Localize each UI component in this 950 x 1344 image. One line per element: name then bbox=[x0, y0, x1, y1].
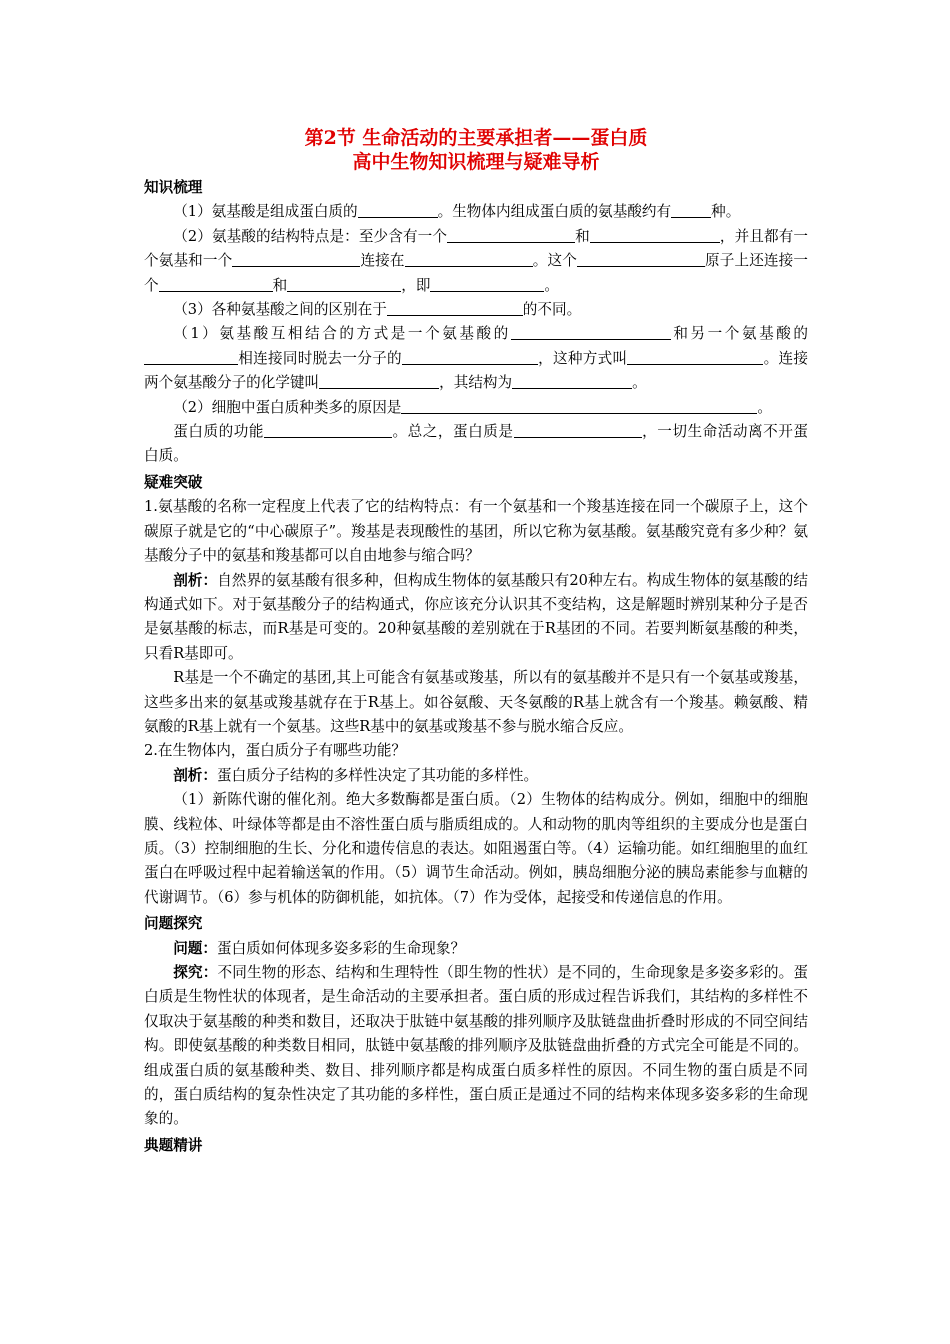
analysis-2-continued: （1）新陈代谢的催化剂。绝大多数酶都是蛋白质。（2）生物体的结构成分。例如，细胞中的细胞膜、线粒体、叶绿体等都是由不溶性蛋白质与脂质组成的。人和动物的肌肉等组织的主要成分也是蛋白质。（3）控制细胞的生长、分化和遗传信息的表达。如阻遏蛋白等。（4）运输功能。如红细胞里的血红蛋白在呼吸过程中起着输送氧的作用。（5）调节生命活动。例如，胰岛细胞分泌的胰岛素能参与血糖的代谢调节。（6）参与机体的防御机能，如抗体。（7）作为受体，起接受和传递信息的作用。 bbox=[144, 791, 808, 906]
knowledge-item-3: （3）各种氨基酸之间的区别在于 的不同。 bbox=[173, 301, 582, 319]
knowledge-item-6: 蛋白质的功能 。总之，蛋白质是 ，一切生命活动离不开蛋白质。 bbox=[144, 423, 808, 465]
section-heading-knowledge: 知识梳理 bbox=[144, 179, 203, 196]
knowledge-item-1: （1）氨基酸是组成蛋白质的 。生物体内组成蛋白质的氨基酸约有 种。 bbox=[173, 203, 741, 221]
document-page bbox=[144, 126, 808, 1158]
section-heading-difficulties: 疑难突破 bbox=[144, 473, 203, 491]
question-2: 2.在生物体内，蛋白质分子有哪些功能？ bbox=[144, 742, 407, 760]
analysis-1: 剖析：自然界的氨基酸有很多种，但构成生物体的氨基酸只有20种左右。构成生物体的氨基酸的结构通式如下。对于氨基酸分子的结构通式，你应该充分认识其不变结构，这是解题时辨别某种分子是否是氨基酸的标志，而R基是可变的。20种氨基酸的差别就在于R基团的不同。若要判断氨基酸的种类，只看R基即可。 bbox=[144, 571, 808, 662]
title-line-2: 高中生物知识梳理与疑难导析 bbox=[352, 151, 600, 173]
knowledge-item-4: （1）氨基酸互相结合的方式是一个氨基酸的 和另一个氨基酸的相连接同时脱去一分子的 ，这种方式叫 。连接两个氨基酸分子的化学键叫 ，其结构为 。 bbox=[144, 325, 808, 392]
analysis-1-continued: R基是一个不确定的基团,其上可能含有氨基或羧基，所以有的氨基酸并不是只有一个氨基或羧基，这些多出来的氨基或羧基就存在于R基上。如谷氨酸、天冬氨酸的R基上就含有一个羧基。赖氨酸、精氨酸的R基上就有一个氨基。这些R基中的氨基或羧基不参与脱水缩合反应。 bbox=[144, 669, 808, 735]
knowledge-item-2: （2）氨基酸的结构特点是：至少含有一个 和 ，并且都有一个氨基和一个 连接在 。这个 原子上还连接一个 和 ，即 。 bbox=[144, 227, 808, 294]
inquiry-question: 问题：蛋白质如何体现多姿多彩的生命现象？ bbox=[173, 939, 466, 957]
question-1: 1.氨基酸的名称一定程度上代表了它的结构特点：有一个氨基和一个羧基连接在同一个碳原子上，这个碳原子就是它的“中心碳原子”。羧基是表现酸性的基团，所以它称为氨基酸。氨基酸究竟有多少种？氨基酸分子中的氨基和羧基都可以自由地参与缩合吗？ bbox=[144, 498, 808, 565]
inquiry-answer: 探究：不同生物的形态、结构和生理特性（即生物的性状）是不同的，生命现象是多姿多彩的。蛋白质是生物性状的体现者，是生命活动的主要承担者。蛋白质的形成过程告诉我们，其结构的多样性不仅取决于氨基酸的种类和数目，还取决于肽链中氨基酸的排列顺序及肽链盘曲折叠时形成的不同空间结构。即使氨基酸的种类数目相同，肽链中氨基酸的排列顺序及肽链盘曲折叠的方式完全可能是不同的。组成蛋白质的氨基酸种类、数目、排列顺序都是构成蛋白质多样性的原因。不同生物的蛋白质是不同的，蛋白质结构的复杂性决定了其功能的多样性，蛋白质正是通过不同的结构来体现多姿多彩的生命现象的。 bbox=[144, 964, 808, 1128]
analysis-2: 剖析：蛋白质分子结构的多样性决定了其功能的多样性。 bbox=[173, 766, 539, 784]
knowledge-item-5: （2）细胞中蛋白质种类多的原因是 。 bbox=[173, 398, 772, 416]
section-heading-inquiry: 问题探究 bbox=[144, 915, 203, 933]
title-line-1: 第2节 生命活动的主要承担者——蛋白质 bbox=[304, 127, 648, 149]
section-heading-examples: 典题精讲 bbox=[144, 1136, 203, 1154]
